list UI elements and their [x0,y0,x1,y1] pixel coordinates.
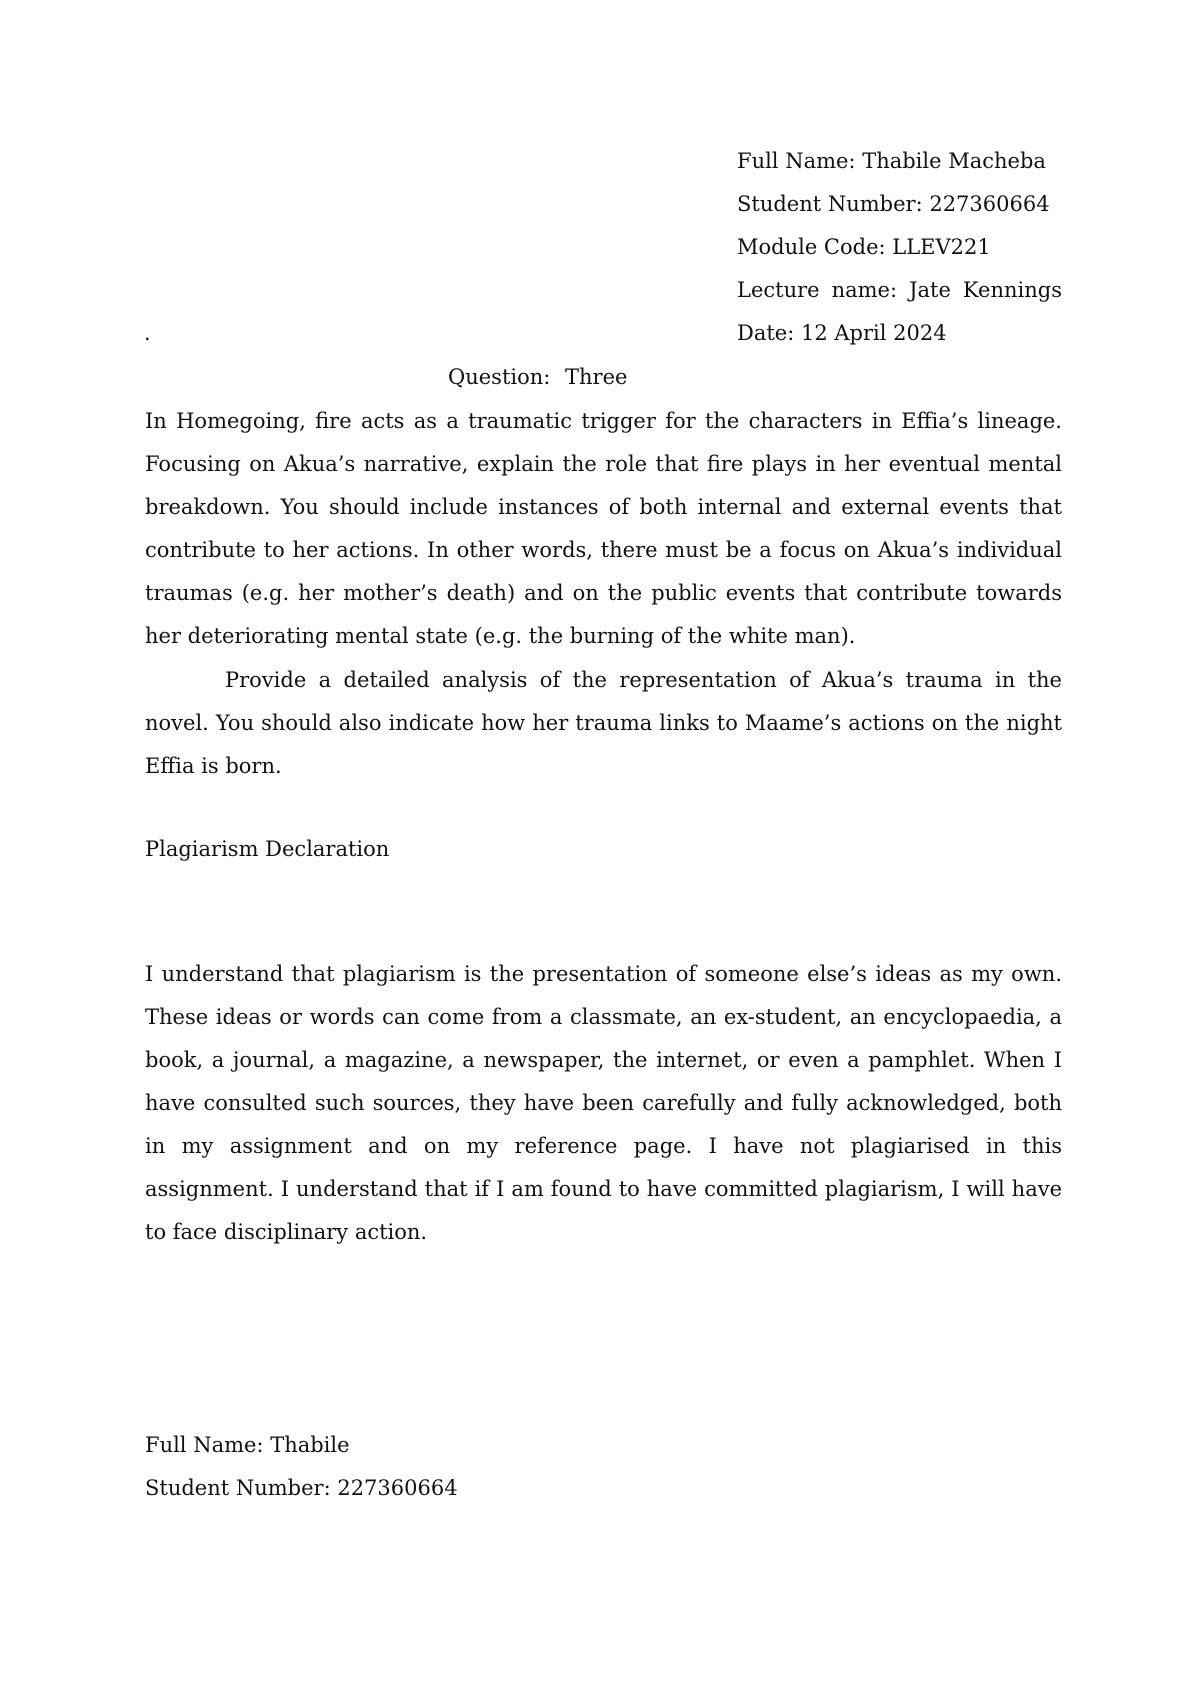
stray-dot: . [144,321,151,345]
header-date: Date: 12 April 2024 [737,321,947,345]
question-title: Question: Three [448,365,628,389]
question-paragraph-1: In Homegoing, fire acts as a traumatic trigger for the characters in Effia’s lineage. Focusing on Akua’s narrative, explain the role that fire plays in her eventual mental breakdown. You should include instances of both internal and external events that contribute to her actions. In other words, there must be a focus on Akua’s individual traumas (e.g. her mother’s death) and on the public events that contribute towards her deteriorating mental state (e.g. the burning of the white man). [145,409,1062,648]
question-paragraph-2-block [145,659,1062,788]
lecture-name-last: Kennings [962,278,1062,302]
question-paragraph-1-block [145,400,1062,658]
student-details-block [737,140,1062,355]
lecture-name-first: Jate [909,278,951,302]
signature-student-number: Student Number: 227360664 [145,1476,458,1500]
signature-full-name: Full Name: Thabile [145,1433,350,1457]
declaration-block [145,953,1062,1254]
lecture-label: Lecture [737,278,820,302]
plagiarism-heading: Plagiarism Declaration [145,837,390,861]
header-full-name: Full Name: Thabile Macheba [737,149,1046,173]
header-module-code: Module Code: LLEV221 [737,235,991,259]
declaration-paragraph: I understand that plagiarism is the presentation of someone else’s ideas as my own. These ideas or words can come from a classmate, an ex-student, an encyclopaedia, a book, a journal, a magazine, a newspaper, the internet, or even a pamphlet. When I have consulted such sources, they have been carefully and fully acknowledged, both in my assignment and on my reference page. I have not plagiarised in this assignment. I understand that if I am found to have committed plagiarism, I will have to face disciplinary action. [145,962,1062,1244]
header-student-number: Student Number: 227360664 [737,192,1050,216]
question-paragraph-2: Provide a detailed analysis of the representation of Akua’s trauma in the novel. You should also indicate how her trauma links to Maame’s actions on the night Effia is born. [145,668,1062,778]
header-lecture-name [737,269,1062,312]
lecture-name-label: name: [831,278,898,302]
signature-block [145,1424,458,1510]
